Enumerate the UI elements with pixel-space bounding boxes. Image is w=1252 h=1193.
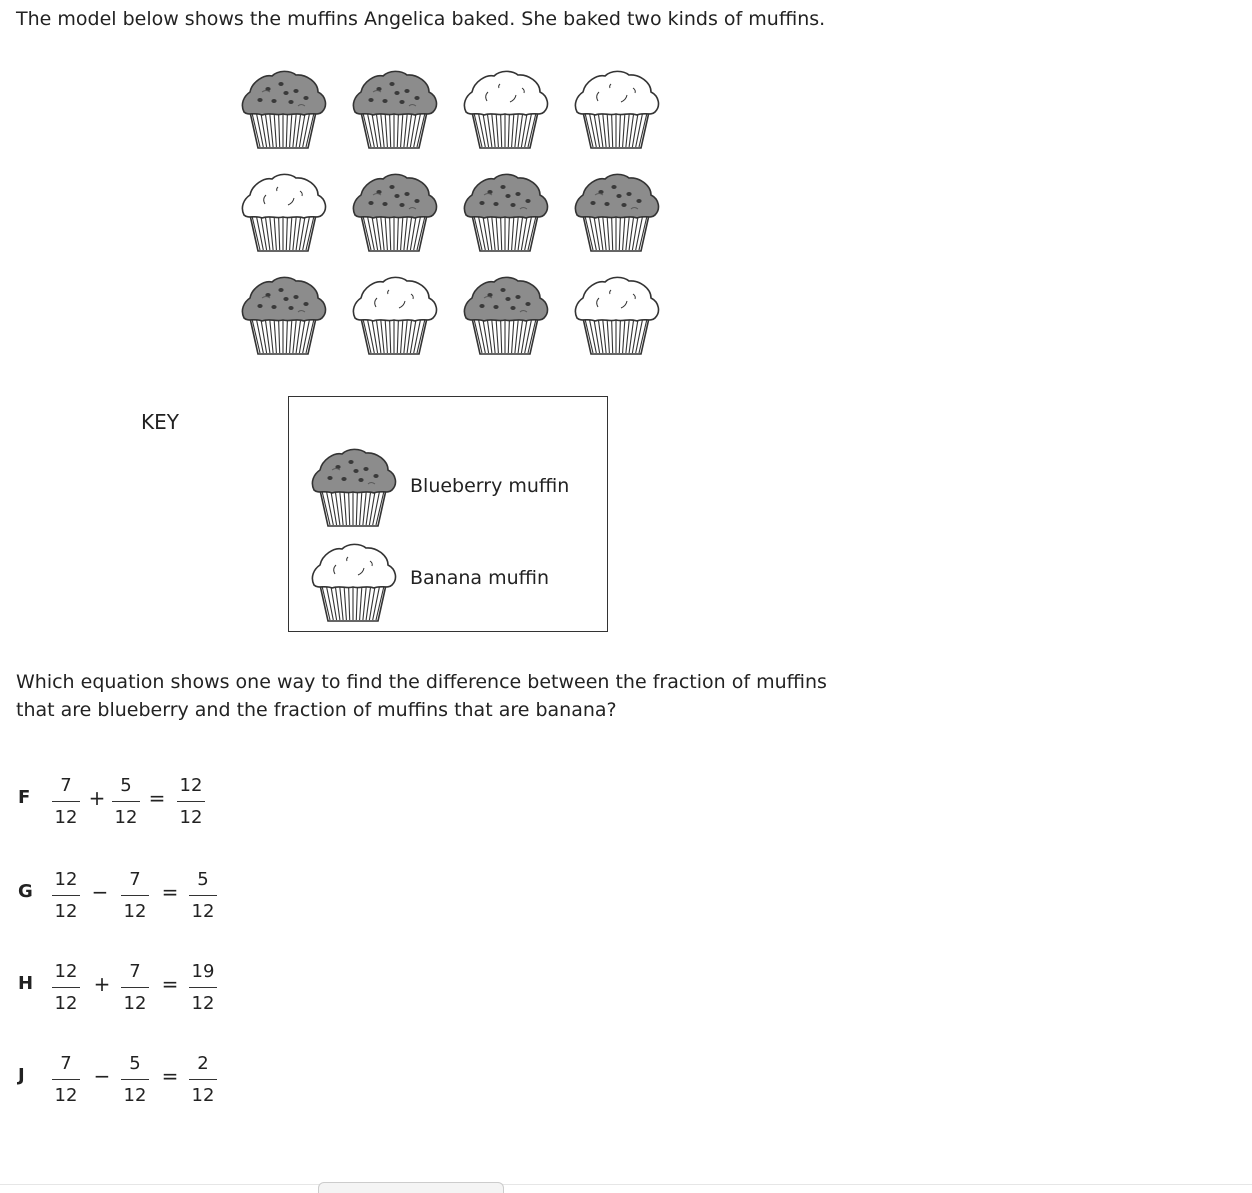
option-letter: J <box>18 1065 25 1086</box>
blueberry-muffin-icon <box>308 440 398 530</box>
operator: − <box>91 880 109 904</box>
equals-sign: = <box>161 1064 179 1088</box>
equals-sign: = <box>161 972 179 996</box>
footer-divider <box>0 1184 1252 1185</box>
operator: + <box>93 972 111 996</box>
banana-muffin-icon <box>349 268 439 358</box>
question-line-2: that are blueberry and the fraction of muffins that are banana? <box>16 699 617 721</box>
denominator: 12 <box>191 901 215 922</box>
banana-muffin-icon <box>571 268 661 358</box>
fraction-3 <box>185 960 221 1016</box>
option-h[interactable] <box>16 960 276 1020</box>
numerator: 12 <box>179 775 203 796</box>
denominator: 12 <box>123 993 147 1014</box>
numerator: 5 <box>197 869 209 890</box>
fraction-1 <box>48 960 84 1016</box>
blueberry-muffin-icon <box>460 165 550 255</box>
numerator: 7 <box>60 1053 72 1074</box>
equals-sign: = <box>161 880 179 904</box>
intro-text: The model below shows the muffins Angelica baked. She baked two kinds of muffins. <box>16 8 826 30</box>
option-j[interactable] <box>16 1052 276 1112</box>
denominator: 12 <box>54 807 78 828</box>
denominator: 12 <box>54 901 78 922</box>
question-line-1: Which equation shows one way to find the difference between the fraction of muffins <box>16 671 827 693</box>
fraction-2 <box>108 774 144 830</box>
question-text <box>16 668 976 724</box>
fraction-2 <box>117 868 153 924</box>
numerator: 19 <box>191 961 215 982</box>
fraction-3 <box>185 1052 221 1108</box>
denominator: 12 <box>179 807 203 828</box>
operator: + <box>88 786 106 810</box>
numerator: 2 <box>197 1053 209 1074</box>
option-f[interactable] <box>16 774 276 834</box>
denominator: 12 <box>123 901 147 922</box>
banana-muffin-icon <box>308 535 398 625</box>
fraction-1 <box>48 774 84 830</box>
fraction-1 <box>48 1052 84 1108</box>
key-banana-label: Banana muffin <box>410 567 550 589</box>
option-letter: F <box>18 787 31 808</box>
operator: − <box>93 1064 111 1088</box>
equals-sign: = <box>148 786 166 810</box>
banana-muffin-icon <box>460 62 550 152</box>
blueberry-muffin-icon <box>571 165 661 255</box>
denominator: 12 <box>191 993 215 1014</box>
fraction-2 <box>117 960 153 1016</box>
blueberry-muffin-icon <box>238 62 328 152</box>
banana-muffin-icon <box>238 165 328 255</box>
option-letter: G <box>18 881 33 902</box>
denominator: 12 <box>114 807 138 828</box>
denominator: 12 <box>123 1085 147 1106</box>
denominator: 12 <box>54 1085 78 1106</box>
muffin-model <box>238 62 662 360</box>
numerator: 5 <box>129 1053 141 1074</box>
blueberry-muffin-icon <box>349 165 439 255</box>
option-letter: H <box>18 973 34 994</box>
numerator: 5 <box>120 775 132 796</box>
key-title: KEY <box>141 410 179 434</box>
footer-tab[interactable] <box>318 1182 504 1193</box>
fraction-1 <box>48 868 84 924</box>
blueberry-muffin-icon <box>460 268 550 358</box>
numerator: 12 <box>54 869 78 890</box>
blueberry-muffin-icon <box>238 268 328 358</box>
numerator: 7 <box>60 775 72 796</box>
fraction-2 <box>117 1052 153 1108</box>
blueberry-muffin-icon <box>349 62 439 152</box>
fraction-3 <box>185 868 221 924</box>
key-blueberry-label: Blueberry muffin <box>410 475 570 497</box>
numerator: 7 <box>129 961 141 982</box>
banana-muffin-icon <box>571 62 661 152</box>
fraction-3 <box>173 774 209 830</box>
numerator: 7 <box>129 869 141 890</box>
numerator: 12 <box>54 961 78 982</box>
denominator: 12 <box>191 1085 215 1106</box>
option-g[interactable] <box>16 868 276 928</box>
denominator: 12 <box>54 993 78 1014</box>
